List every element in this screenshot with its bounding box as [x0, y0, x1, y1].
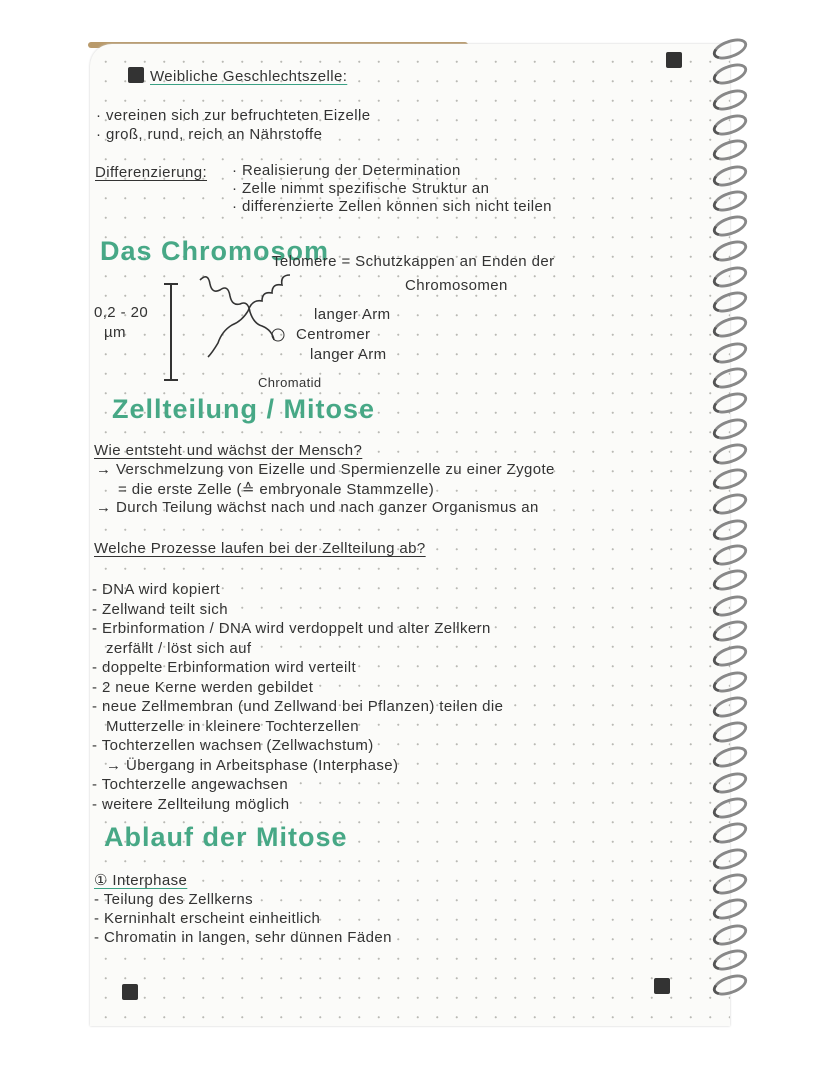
note-line: → Verschmelzung von Eizelle und Spermienzelle zu einer Zygote: [96, 461, 555, 478]
size-label: 0,2 - 20: [94, 304, 149, 321]
heading: Zellteilung / Mitose: [112, 394, 376, 424]
question: Wie entsteht und wächst der Mensch?: [94, 442, 363, 459]
spiral-ring: [710, 464, 750, 493]
spiral-ring: [710, 186, 750, 215]
process-step: → Übergang in Arbeitsphase (Interphase): [106, 756, 399, 774]
term-label: Differenzierung:: [95, 164, 208, 181]
corner-mark-icon: [122, 984, 138, 1000]
note-line: · Zelle nimmt spezifische Struktur an: [232, 180, 490, 197]
process-step: - DNA wird kopiert: [92, 581, 221, 598]
spiral-ring: [710, 692, 750, 721]
label-langer-arm: langer Arm: [314, 306, 391, 323]
label-langer-arm: langer Arm: [310, 346, 387, 363]
heading: Das Chromosom: [100, 236, 330, 266]
spiral-ring: [710, 389, 750, 418]
process-step: - 2 neue Kerne werden gebildet: [92, 678, 314, 696]
spiral-ring: [710, 895, 750, 924]
spiral-ring: [710, 920, 750, 949]
note-line: · differenzierte Zellen können sich nicht teilen: [232, 198, 552, 215]
spiral-ring: [710, 970, 750, 999]
process-step: - weitere Zellteilung möglich: [92, 795, 290, 813]
spiral-ring: [710, 566, 750, 595]
spiral-ring: [710, 667, 750, 696]
process-step: - Tochterzelle angewachsen: [92, 776, 289, 793]
spiral-ring: [710, 414, 750, 443]
unit-label: µm: [104, 324, 126, 341]
spiral-ring: [710, 262, 750, 291]
process-step: - doppelte Erbinformation wird verteilt: [92, 659, 357, 676]
scale-bar: [170, 283, 172, 381]
spiral-ring: [710, 819, 750, 848]
process-step: zerfällt / löst sich auf: [106, 639, 252, 657]
heading: Ablauf der Mitose: [104, 822, 348, 852]
spiral-ring: [710, 793, 750, 822]
spiral-binding: [712, 40, 748, 1010]
corner-mark-icon: [654, 978, 670, 994]
note-line: - Teilung des Zellkerns: [94, 891, 253, 908]
spiral-ring: [710, 211, 750, 240]
spiral-ring: [710, 869, 750, 898]
spiral-ring: [710, 515, 750, 544]
spiral-ring: [710, 313, 750, 342]
process-step: - Tochterzellen wachsen (Zellwachstum): [92, 737, 374, 754]
note-line: Chromosomen: [405, 277, 508, 294]
spiral-ring: [710, 34, 750, 63]
spiral-ring: [710, 642, 750, 671]
spiral-ring: [710, 616, 750, 645]
spiral-ring: [710, 844, 750, 873]
section-title: Weibliche Geschlechtszelle:: [150, 68, 348, 85]
note-line: · vereinen sich zur befruchteten Eizelle: [96, 107, 371, 124]
spiral-ring: [710, 591, 750, 620]
note-line: · groß, rund, reich an Nährstoffe: [96, 126, 323, 143]
label-chromatid: Chromatid: [258, 375, 322, 390]
spiral-ring: [710, 110, 750, 139]
note-line: Telomere = Schutzkappen an Enden der: [272, 253, 555, 270]
spiral-ring: [710, 338, 750, 367]
note-line: → Durch Teilung wächst nach und nach ganzer Organismus an: [96, 499, 539, 516]
spiral-ring: [710, 490, 750, 519]
corner-mark-icon: [128, 67, 144, 83]
process-step: - Erbinformation / DNA wird verdoppelt und alter Zellkern: [92, 620, 491, 637]
spiral-ring: [710, 161, 750, 190]
spiral-ring: [710, 85, 750, 114]
corner-mark-icon: [666, 52, 682, 68]
process-step: - neue Zellmembran (und Zellwand bei Pflanzen) teilen die: [92, 698, 504, 715]
process-step: - Zellwand teilt sich: [92, 600, 228, 618]
note-line: · Realisierung der Determination: [232, 162, 461, 179]
chromosome-drawing-icon: [190, 270, 300, 380]
spiral-ring: [710, 439, 750, 468]
spiral-ring: [710, 540, 750, 569]
process-step: Mutterzelle in kleinere Tochterzellen: [106, 717, 359, 735]
spiral-ring: [710, 287, 750, 316]
spiral-ring: [710, 237, 750, 266]
note-line: - Chromatin in langen, sehr dünnen Fäden: [94, 929, 392, 946]
spiral-ring: [710, 136, 750, 165]
note-line: = die erste Zelle (≙ embryonale Stammzelle): [118, 481, 435, 498]
note-line: - Kerninhalt erscheint einheitlich: [94, 910, 321, 927]
spiral-ring: [710, 717, 750, 746]
phase-title: ① Interphase: [94, 872, 188, 889]
label-centromer: Centromer: [296, 326, 371, 343]
spiral-ring: [710, 945, 750, 974]
spiral-ring: [710, 60, 750, 89]
spiral-ring: [710, 363, 750, 392]
question: Welche Prozesse laufen bei der Zellteilung ab?: [94, 540, 426, 557]
spiral-ring: [710, 743, 750, 772]
spiral-ring: [710, 768, 750, 797]
